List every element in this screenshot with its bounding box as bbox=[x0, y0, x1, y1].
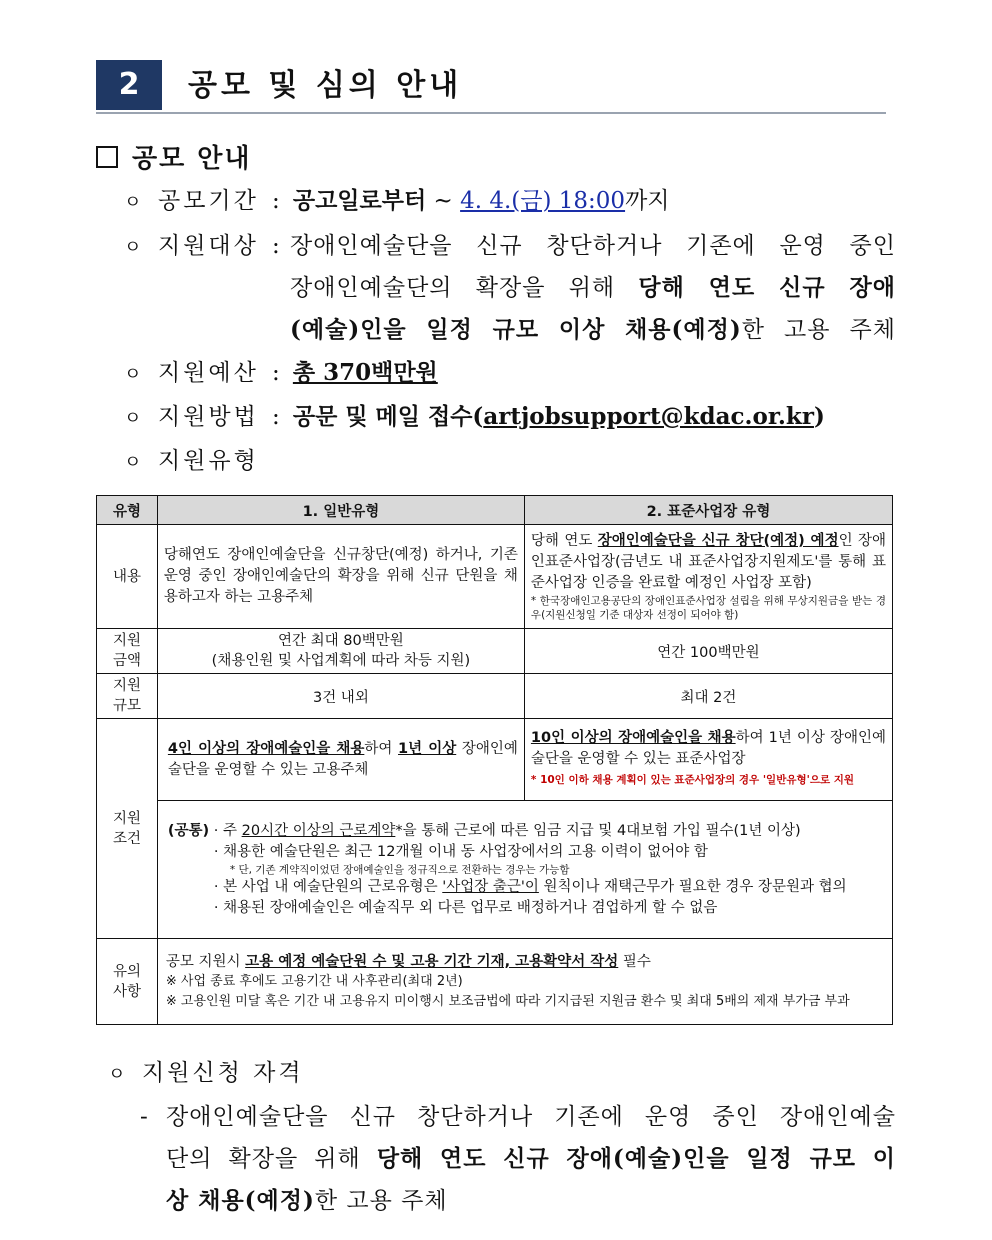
table-cell: 10인 이상의 장애예술인을 채용하여 1년 이상 장애인예술단을 운영할 수 있는 표준사업장 * 10인 이하 채용 계획이 있는 표준사업장의 경우 '일반유형'으로 지원 bbox=[524, 719, 892, 801]
bullet-label: 지원신청 자격 bbox=[142, 1060, 304, 1086]
table-row-scale bbox=[97, 674, 893, 719]
table-header-row bbox=[97, 496, 893, 525]
table-header-cell: 1. 일반유형 bbox=[157, 496, 524, 525]
table-cell: 당해연도 장애인예술단을 신규창단(예정) 하거나, 기존 운영 중인 장애인예술단의 확장을 위해 신규 단원을 채용하고자 하는 고용주체 bbox=[157, 525, 524, 629]
table-row-notes bbox=[97, 939, 893, 1025]
subheading bbox=[96, 138, 252, 175]
support-type-table bbox=[96, 495, 893, 1025]
table-note: * 한국장애인고용공단의 장애인표준사업장 설립을 위해 무상지원금을 받는 경우(지원신청일 기준 대상자 선정이 되어야 함) bbox=[530, 595, 886, 621]
row-label: 지원 조건 bbox=[97, 719, 158, 939]
bullet-label: 지원유형 bbox=[158, 448, 259, 474]
deadline-date: 4. 4.(금) 18:00 bbox=[460, 188, 626, 214]
table-row-common bbox=[97, 801, 893, 939]
table-header-cell: 2. 표준사업장 유형 bbox=[524, 496, 892, 525]
table-row-amount bbox=[97, 629, 893, 674]
bullet-circle-icon: ㅇ bbox=[124, 237, 142, 258]
bullet-label: 지원예산 bbox=[158, 360, 259, 386]
eligibility-paragraph: - 장애인예술단을 신규 창단하거나 기존에 운영 중인 장애인예술 단의 확장을 위해 당해 연도 신규 장애(예술)인을 일정 규모 이 상 채용(예정)한 고용 주체 bbox=[140, 1096, 896, 1222]
bullet-circle-icon: ㅇ bbox=[108, 1064, 126, 1085]
table-row-content bbox=[97, 525, 893, 629]
bullet-circle-icon: ㅇ bbox=[124, 452, 142, 473]
bullet-circle-icon: ㅇ bbox=[124, 408, 142, 429]
table-note: * 10인 이하 채용 계획이 있는 표준사업장의 경우 '일반유형'으로 지원 bbox=[530, 774, 855, 786]
dash-icon: - bbox=[140, 1104, 149, 1130]
section-header bbox=[96, 60, 886, 114]
target-line-1: 장애인예술단을 신규 창단하거나 기존에 운영 중인 bbox=[290, 233, 896, 259]
bullet-label: 공모기간 bbox=[158, 188, 259, 214]
bullet-circle-icon: ㅇ bbox=[124, 364, 142, 385]
budget-value: 총 370백만원 bbox=[292, 359, 438, 386]
bullet-method: ㅇ 지원방법 : 공문 및 메일 접수(artjobsupport@kdac.or.kr) bbox=[124, 396, 825, 440]
bullet-types bbox=[124, 440, 259, 484]
section-number: 2 bbox=[96, 60, 162, 110]
bullet-circle-icon: ㅇ bbox=[124, 192, 142, 213]
table-note: * 단, 기존 계약직이었던 장애예술인을 정규직으로 전환하는 경우는 가능함 bbox=[229, 863, 570, 876]
table-cell-common: (공통) · 주 20시간 이상의 근로계약*을 통해 근로에 따른 임금 지급 및 4대보험 가입 필수(1년 이상) · 채용한 예술단원은 최근 12개월 이내 동 사업장에서의 고용 이력이 없어야 함 * 단, 기존 계약직이었던 장애예술인을 정규직으로 전환하는 경우는 가능함 · 본 사업 내 예술단원의 근로유형은 '사업장 출근'이 원칙이나 재택근무가 필요한 경우 장문원과 협의 · 채용된 장애예술인은 예술직무 외 다른 업무로 배정하거나 겸업하게 할 수 없음 bbox=[157, 801, 892, 939]
table-cell: 공모 지원시 고용 예정 예술단원 수 및 고용 기간 기재, 고용확약서 작성 필수 ※ 사업 종료 후에도 고용기간 내 사후관리(최대 2년) ※ 고용인원 미달 혹은 기간 내 고용유지 미이행시 보조금법에 따라 기지급된 지원금 환수 및 최대 5배의 제재 부가금 부과 bbox=[157, 939, 892, 1025]
table-cell: 4인 이상의 장애예술인을 채용하여 1년 이상 장애인예술단을 운영할 수 있는 고용주체 bbox=[157, 719, 524, 801]
table-cell: 연간 최대 80백만원 (채용인원 및 사업계획에 따라 차등 지원) bbox=[157, 629, 524, 674]
table-cell: 최대 2건 bbox=[524, 674, 892, 719]
table-row-conditions bbox=[97, 719, 893, 801]
section-title: 공모 및 심의 안내 bbox=[188, 68, 463, 103]
subheading-text: 공모 안내 bbox=[132, 144, 252, 174]
bullet-label: 지원대상 bbox=[158, 233, 259, 259]
bullet-period: ㅇ 공모기간 : 공고일로부터 ~ 4. 4.(금) 18:00까지 bbox=[124, 180, 670, 224]
table-cell: 연간 100백만원 bbox=[524, 629, 892, 674]
target-line-3: (예술)인을 일정 규모 이상 채용(예정)한 고용 주체 bbox=[290, 316, 896, 343]
bullet-label: 지원방법 bbox=[158, 404, 259, 430]
row-label: 유의 사항 bbox=[97, 939, 158, 1025]
checkbox-square-icon bbox=[96, 146, 118, 168]
table-cell: 3건 내외 bbox=[157, 674, 524, 719]
row-label: 지원 금액 bbox=[97, 629, 158, 674]
table-cell: 당해 연도 장애인예술단을 신규 창단(예정) 예정인 장애인표준사업장(금년도 내 표준사업장지원제도'를 통해 표준사업장 인증을 완료할 예정인 사업장 포함) * 한국장애인고용공단의 장애인표준사업장 설립을 위해 무상지원금을 받는 경우(지원신청일 기준 대상자 선정이 되어야 함) bbox=[524, 525, 892, 629]
row-label: 지원 규모 bbox=[97, 674, 158, 719]
email-link[interactable]: artjobsupport@kdac.or.kr bbox=[483, 403, 814, 430]
bullet-eligibility bbox=[108, 1052, 304, 1096]
bullet-target: ㅇ 지원대상 : bbox=[124, 225, 293, 269]
target-line-2: 장애인예술단의 확장을 위해 당해 연도 신규 장애 bbox=[290, 274, 896, 301]
bullet-budget: ㅇ 지원예산 : 총 370백만원 bbox=[124, 352, 438, 396]
table-header-cell: 유형 bbox=[97, 496, 158, 525]
row-label: 내용 bbox=[97, 525, 158, 629]
